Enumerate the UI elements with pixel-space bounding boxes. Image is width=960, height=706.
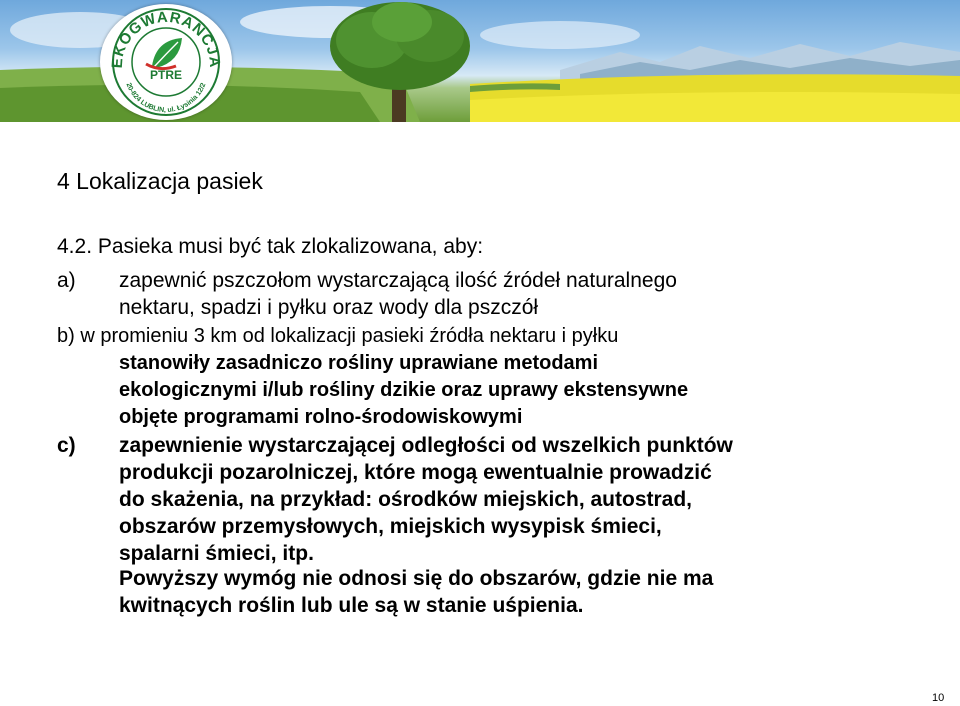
list-line: spalarni śmieci, itp. [119,542,314,565]
list-line: b) w promieniu 3 km od lokalizacji pasieki źródła nektaru i pyłku [57,325,619,347]
note-line: Powyższy wymóg nie odnosi się do obszarów, gdzie nie ma [119,567,714,590]
slide-heading: 4 Lokalizacja pasiek [57,168,263,194]
list-item-c [57,432,733,567]
list-line: stanowiły zasadniczo rośliny uprawiane metodami [119,352,599,374]
svg-text:20-824 LUBLIN, ul. Łysinia 12/ [124,82,207,114]
slide-note [119,565,713,619]
list-line: do skażenia, na przykład: ośrodków miejskich, autostrad, [119,488,692,511]
list-line: ekologicznymi i/lub rośliny dzikie oraz uprawy ekstensywne [119,379,689,401]
list-item-a [57,267,677,321]
list-line: produkcji pozarolniczej, które mogą ewentualnie prowadzić [119,461,712,484]
header-banner [0,0,960,122]
note-line: kwitnących roślin lub ule są w stanie uśpienia. [119,594,584,617]
list-marker: a) [57,269,76,292]
list-line: zapewnienie wystarczającej odległości od wszelkich punktów [119,434,733,457]
slide-intro: 4.2. Pasieka musi być tak zlokalizowana, aby: [57,235,484,258]
list-item-b [57,323,688,431]
list-line: obszarów przemysłowych, miejskich wysypisk śmieci, [119,515,662,538]
list-line: objęte programami rolno-środowiskowymi [119,406,523,428]
list-line: zapewnić pszczołom wystarczającą ilość źródeł naturalnego [119,269,677,292]
page-number: 10 [932,692,945,704]
ekogwarancja-logo [100,4,232,120]
logo-address-text: 20-824 LUBLIN, ul. Łysinia 12/2 [124,82,208,115]
logo-ring-text: EKOGWARANCJA [108,8,224,69]
logo-ptre-text: PTRE [149,68,182,82]
list-marker: c) [57,434,76,457]
list-line: nektaru, spadzi i pyłku oraz wody dla pszczół [119,296,539,319]
